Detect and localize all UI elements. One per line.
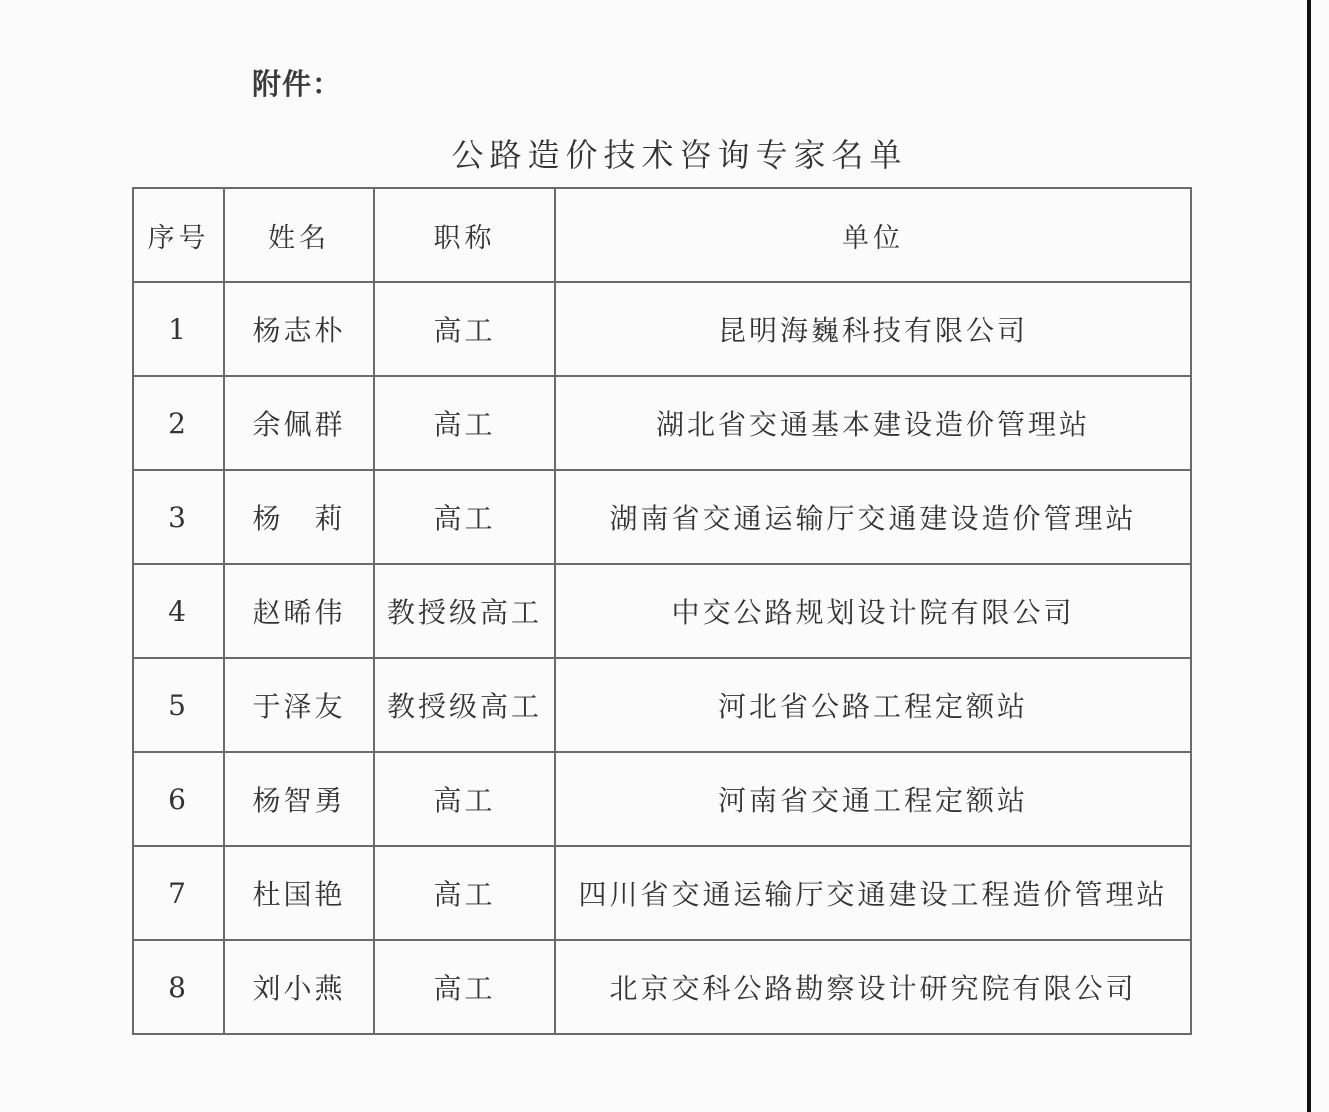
cell-unit: 河北省公路工程定额站 bbox=[555, 658, 1191, 752]
header-unit: 单位 bbox=[555, 188, 1191, 282]
cell-title: 高工 bbox=[374, 846, 555, 940]
cell-seq: 4 bbox=[133, 564, 224, 658]
cell-title: 高工 bbox=[374, 940, 555, 1034]
cell-title: 教授级高工 bbox=[374, 658, 555, 752]
table-row bbox=[133, 376, 1191, 470]
cell-title: 高工 bbox=[374, 282, 555, 376]
cell-seq: 7 bbox=[133, 846, 224, 940]
cell-title: 高工 bbox=[374, 470, 555, 564]
cell-name: 余佩群 bbox=[224, 376, 374, 470]
table-row bbox=[133, 470, 1191, 564]
cell-seq: 6 bbox=[133, 752, 224, 846]
cell-seq: 2 bbox=[133, 376, 224, 470]
cell-name: 杨智勇 bbox=[224, 752, 374, 846]
table-row bbox=[133, 564, 1191, 658]
table-row bbox=[133, 658, 1191, 752]
cell-unit: 昆明海巍科技有限公司 bbox=[555, 282, 1191, 376]
attachment-label: 附件： bbox=[252, 67, 343, 101]
cell-seq: 8 bbox=[133, 940, 224, 1034]
cell-seq: 1 bbox=[133, 282, 224, 376]
cell-seq: 3 bbox=[133, 470, 224, 564]
cell-unit: 河南省交通工程定额站 bbox=[555, 752, 1191, 846]
cell-unit: 湖南省交通运输厅交通建设造价管理站 bbox=[555, 470, 1191, 564]
scan-page-edge bbox=[1307, 0, 1311, 1112]
cell-name: 于泽友 bbox=[224, 658, 374, 752]
cell-name: 刘小燕 bbox=[224, 940, 374, 1034]
table-row bbox=[133, 752, 1191, 846]
cell-unit: 四川省交通运输厅交通建设工程造价管理站 bbox=[555, 846, 1191, 940]
cell-unit: 中交公路规划设计院有限公司 bbox=[555, 564, 1191, 658]
table-row bbox=[133, 940, 1191, 1034]
header-name: 姓名 bbox=[224, 188, 374, 282]
cell-name: 杨 莉 bbox=[224, 470, 374, 564]
cell-name: 杜国艳 bbox=[224, 846, 374, 940]
expert-list-table bbox=[132, 187, 1192, 1035]
cell-unit: 北京交科公路勘察设计研究院有限公司 bbox=[555, 940, 1191, 1034]
header-title: 职称 bbox=[374, 188, 555, 282]
cell-title: 教授级高工 bbox=[374, 564, 555, 658]
table-row bbox=[133, 846, 1191, 940]
cell-unit: 湖北省交通基本建设造价管理站 bbox=[555, 376, 1191, 470]
cell-name: 杨志朴 bbox=[224, 282, 374, 376]
header-seq: 序号 bbox=[133, 188, 224, 282]
cell-title: 高工 bbox=[374, 752, 555, 846]
cell-name: 赵晞伟 bbox=[224, 564, 374, 658]
cell-seq: 5 bbox=[133, 658, 224, 752]
table-row bbox=[133, 282, 1191, 376]
cell-title: 高工 bbox=[374, 376, 555, 470]
table-header-row bbox=[133, 188, 1191, 282]
document-title: 公路造价技术咨询专家名单 bbox=[451, 136, 908, 174]
